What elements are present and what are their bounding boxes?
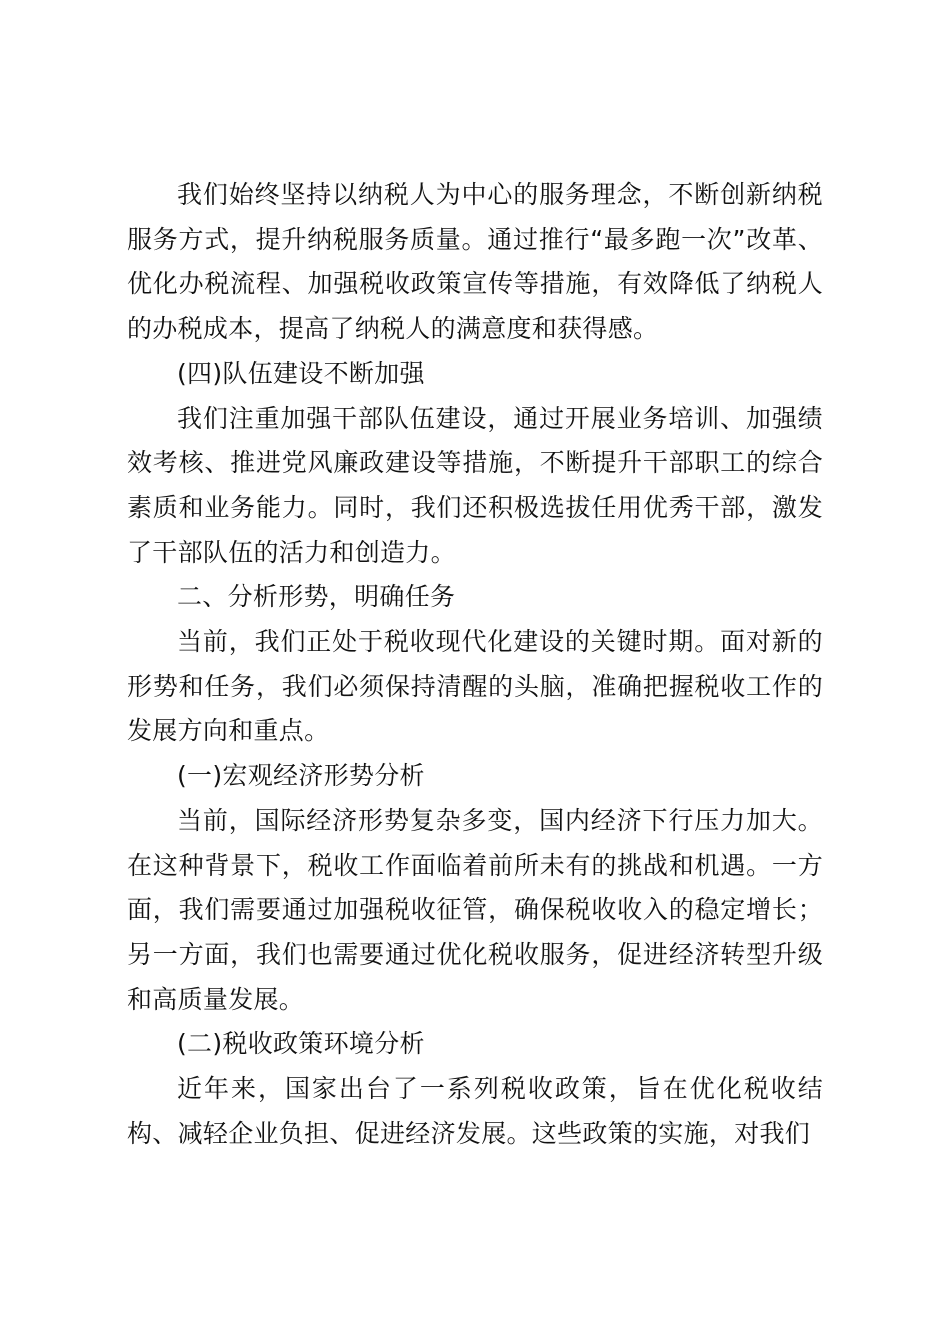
heading-tax-policy: (二)税收政策环境分析 [177,1029,425,1059]
paragraph-tax-policy: 近年来，国家出台了一系列税收政策，旨在优化税收结构、减轻企业负担、促进经济发展。这些政策的实施，对我们 [127,1074,823,1148]
heading-team-building: (四)队伍建设不断加强 [177,358,425,388]
paragraph-macro-economy: 当前，国际经济形势复杂多变，国内经济下行压力加大。在这种背景下，税收工作面临着前所未有的挑战和机遇。一方面，我们需要通过加强税收征管，确保税收收入的稳定增长；另一方面，我们也需要通过优化税收服务，促进经济转型升级和高质量发展。 [127,805,823,1014]
heading-analyze-situation: 二、分析形势，明确任务 [177,582,456,612]
heading-macro-economy: (一)宏观经济形势分析 [177,761,425,791]
paragraph-current-period: 当前，我们正处于税收现代化建设的关键时期。面对新的形势和任务，我们必须保持清醒的头脑，准确把握税收工作的发展方向和重点。 [127,627,823,746]
document-body [127,173,823,1156]
paragraph-service-reform: 我们始终坚持以纳税人为中心的服务理念，不断创新纳税服务方式，提升纳税服务质量。通过推行“最多跑一次”改革、优化办税流程、加强税收政策宣传等措施，有效降低了纳税人的办税成本，提高了纳税人的满意度和获得感。 [127,180,823,344]
paragraph-team-building: 我们注重加强干部队伍建设，通过开展业务培训、加强绩效考核、推进党风廉政建设等措施，不断提升干部职工的综合素质和业务能力。同时，我们还积极选拔任用优秀干部，激发了干部队伍的活力和创造力。 [127,403,823,567]
